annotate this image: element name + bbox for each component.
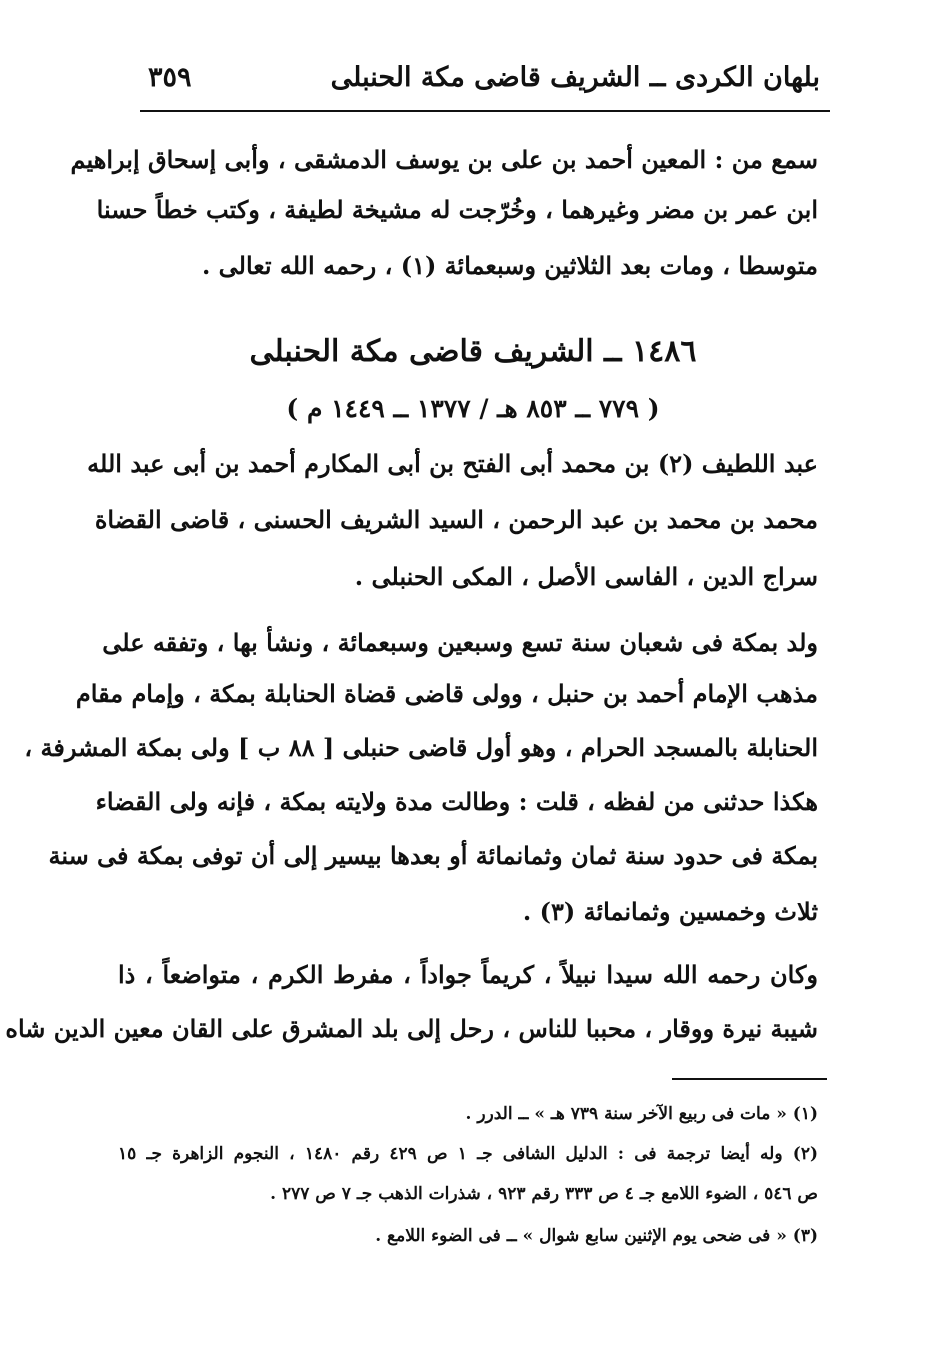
header-divider [140, 110, 830, 112]
paragraph-2-line-1: ولد بمكة فى شعبان سنة تسع وسبعين وسبعمائة ، ونشأ بها ، وتفقه على [102, 628, 818, 657]
paragraph-3-line-2: شيبة نيرة ووقار ، محببا للناس ، رحل إلى بلد المشرق على القان معين الدين شاه [5, 1014, 818, 1043]
intro-line-3: متوسطا ، ومات بعد الثلاثين وسبعمائة (١) ، رحمه الله تعالى . [201, 251, 818, 280]
paragraph-2-line-3: الحنابلة بالمسجد الحرام ، وهو أول قاضى حنبلى [ ٨٨ ب ] ولى بمكة المشرفة ، [24, 733, 818, 762]
paragraph-2-line-4: هكذا حدثنى من لفظه ، قلت : وطالت مدة ولايته بمكة ، فإنه ولى القضاء [95, 787, 818, 816]
page-number: ٣٥٩ [148, 62, 192, 93]
paragraph-1-line-1: عبد اللطيف (٢) بن محمد أبى الفتح بن أبى المكارم أحمد بن أبى عبد الله [87, 449, 818, 478]
running-header [140, 62, 830, 106]
paragraph-3-line-1: وكان رحمه الله سيدا نبيلاً ، كريماً جواداً ، مفرط الكرم ، متواضعاً ، ذا [118, 960, 818, 989]
intro-line-1: سمع من : المعين أحمد بن على بن يوسف الدمشقى ، وأبى إسحاق إبراهيم [70, 145, 818, 174]
paragraph-1-line-2: محمد بن محمد بن عبد الرحمن ، السيد الشريف الحسنى ، قاضى القضاة [94, 505, 818, 534]
intro-line-2: ابن عمر بن مضر وغيرهما ، وخُرّجت له مشيخة لطيفة ، وكتب خطاً حسنا [96, 195, 818, 224]
paragraph-2-line-6: ثلاث وخمسين وثمانمائة (٣) . [522, 897, 818, 926]
paragraph-1-line-3: سراج الدين ، الفاسى الأصل ، المكى الحنبلى . [354, 562, 818, 591]
entry-title: ١٤٨٦ ــ الشريف قاضى مكة الحنبلى [249, 334, 697, 369]
footnote-2-line-2: ص ٥٤٦ ، الضوء اللامع جـ ٤ ص ٣٣٣ رقم ٩٢٣ ، شذرات الذهب جـ ٧ ص ٢٧٧ . [270, 1184, 818, 1204]
running-header-title: بلهان الكردى ــ الشريف قاضى مكة الحنبلى [330, 62, 820, 93]
footnote-1: (١) « مات فى ربيع الآخر سنة ٧٣٩ هـ » ــ الدرر . [465, 1104, 818, 1124]
entry-dates: ( ٧٧٩ ــ ٨٥٣ هـ / ١٣٧٧ ــ ١٤٤٩ م ) [286, 394, 660, 423]
footnote-2-line-1: (٢) وله أيضا ترجمة فى : الدليل الشافى جـ ١ ص ٤٢٩ رقم ١٤٨٠ ، النجوم الزاهرة جـ ١٥ [118, 1144, 818, 1164]
footnote-3: (٣) « فى ضحى يوم الإثنين سابع شوال » ــ فى الضوء اللامع . [375, 1226, 818, 1246]
paragraph-2-line-5: بمكة فى حدود سنة ثمان وثمانمائة أو بعدها بيسير إلى أن توفى بمكة فى سنة [48, 841, 818, 870]
paragraph-2-line-2: مذهب الإمام أحمد بن حنبل ، وولى قاضى قضاة الحنابلة بمكة ، وإمام مقام [75, 679, 818, 708]
footnote-divider [672, 1078, 827, 1080]
